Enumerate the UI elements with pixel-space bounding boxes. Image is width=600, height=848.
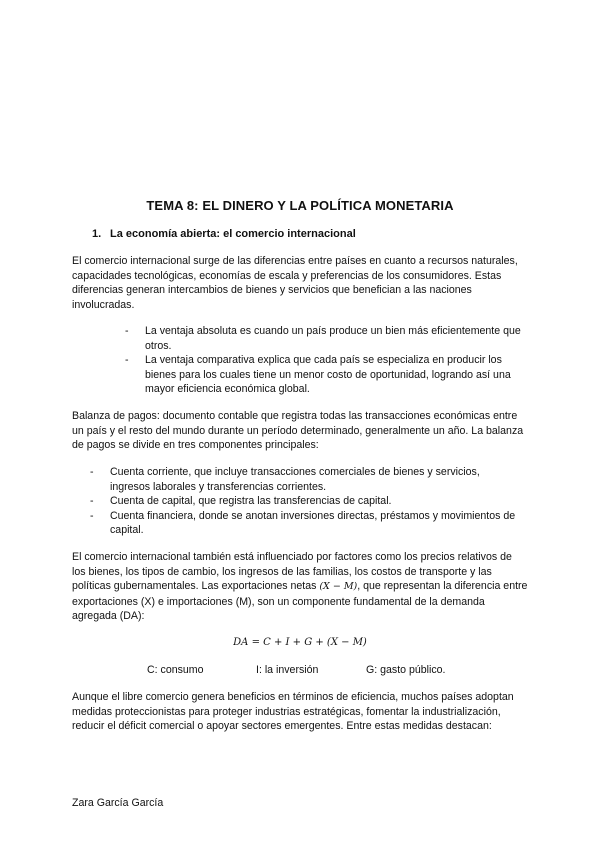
list-item-capital-account: - Cuenta de capital, que registra las transferencias de capital. — [90, 495, 392, 508]
trade-factors-paragraph: El comercio internacional también está influenciado por factores como los precios relativos de los bienes, los tipos de cambio, los ingresos de las familias, los costos de transporte y las políticas gubernamentales. Las exportaciones netas (X − M), que representan la diferencia entre exportaciones (X) e importaciones (M), son un componente fundamental de la demanda agregada (DA): — [72, 551, 528, 623]
list-item-absolute-advantage: - La ventaja absoluta es cuando un país produce un bien más eficientemente que otros. — [125, 325, 521, 352]
list-item-comparative-advantage: - La ventaja comparativa explica que cada país se especializa en producir los bienes para los cuales tiene un menor costo de oportunidad, logrando así una mayor eficiencia económica global. — [125, 354, 511, 396]
protectionism-paragraph: Aunque el libre comercio genera beneficios en términos de eficiencia, muchos países adoptan medidas proteccionistas para proteger industrias estratégicas, fomentar la industrialización, reducir el déficit comercial o apoyar sectores emergentes. Entre estas medidas destacan: — [72, 691, 514, 733]
section-heading — [92, 228, 356, 240]
bullet-dash: - — [90, 509, 94, 522]
section-number: 1. — [92, 228, 102, 240]
balance-of-payments-paragraph: Balanza de pagos: documento contable que registra todas las transacciones económicas entre un país y el resto del mundo durante un período determinado, generalmente un año. La balanza de pagos se divide en tres componentes principales: — [72, 410, 524, 452]
bullet-dash: - — [125, 354, 129, 367]
author-footer: Zara García García — [72, 797, 164, 809]
advantages-list — [125, 324, 525, 397]
intro-paragraph: El comercio internacional surge de las diferencias entre países en cuanto a recursos naturales, capacidades tecnológicas, economías de escala y preferencias de los consumidores. Estas diferencias generan intercambios de bienes y servicios que benefician a las naciones involucradas. — [72, 255, 518, 311]
section-title: La economía abierta: el comercio internacional — [110, 228, 356, 240]
aggregate-demand-formula: DA = C + I + G + (X − M) — [233, 637, 367, 648]
list-item-current-account: - Cuenta corriente, que incluye transacciones comerciales de bienes y servicios, ingresos laborales y transferencias corrientes. — [90, 466, 480, 493]
legend-investment: I: la inversión — [256, 664, 319, 676]
bullet-dash: - — [90, 495, 94, 508]
components-list — [90, 465, 522, 538]
legend-public-spending: G: gasto público. — [366, 664, 446, 676]
page-title: TEMA 8: EL DINERO Y LA POLÍTICA MONETARIA — [146, 198, 454, 213]
bullet-dash: - — [125, 325, 129, 337]
net-exports-math: (X − M) — [319, 581, 358, 593]
list-item-financial-account: - Cuenta financiera, donde se anotan inversiones directas, préstamos y movimientos de capital. — [90, 509, 516, 537]
bullet-dash: - — [90, 466, 94, 478]
legend-consumption: C: consumo — [147, 664, 204, 676]
